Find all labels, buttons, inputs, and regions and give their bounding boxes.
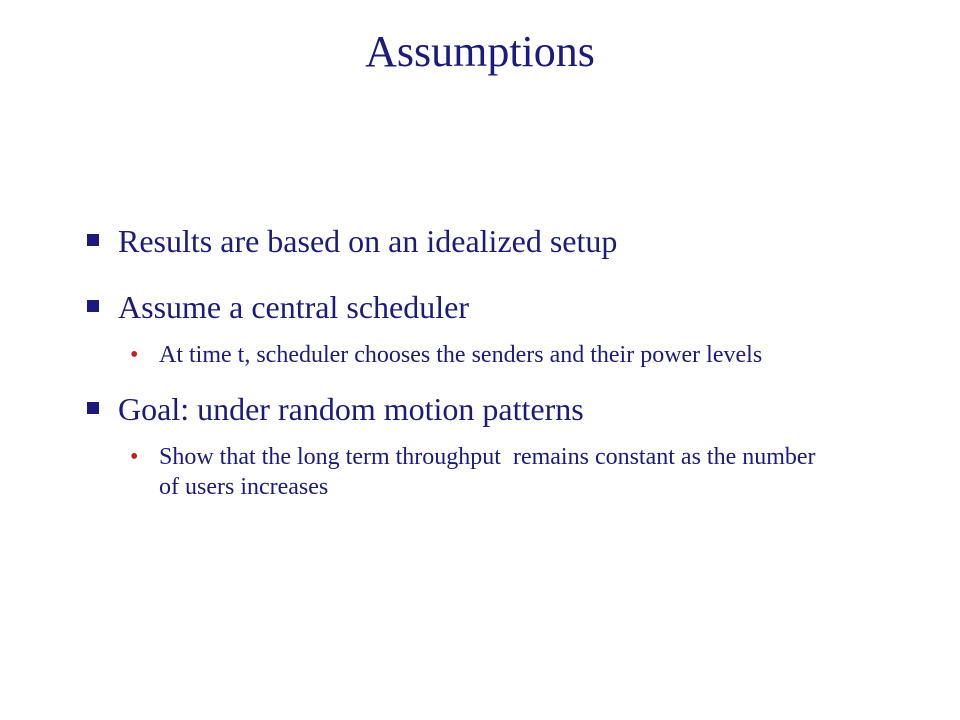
sub-bullet-text: At time t, scheduler chooses the senders and their power levels [159, 342, 763, 368]
sub-bullet-group [84, 340, 934, 370]
bullet-text: Assume a central scheduler [118, 289, 469, 325]
square-bullet-icon [87, 402, 99, 414]
sub-bullet-item [84, 442, 822, 502]
sub-bullet-group [84, 442, 934, 502]
bullet-text: Results are based on an idealized setup [118, 223, 618, 259]
bullet-text: Goal: under random motion patterns [118, 391, 584, 427]
square-bullet-icon [87, 234, 99, 246]
sub-bullet-text: Show that the long term throughput remains constant as the number of users increases [159, 444, 822, 500]
bullet-list [84, 222, 934, 522]
bullet-item [84, 222, 934, 260]
sub-bullet-item [84, 340, 819, 370]
square-bullet-icon [87, 300, 99, 312]
slide-title: Assumptions [365, 27, 595, 76]
bullet-item [84, 288, 934, 326]
dot-bullet-icon: • [130, 342, 139, 368]
bullet-item [84, 390, 934, 428]
dot-bullet-icon: • [130, 444, 139, 470]
sub-bullet-list [84, 442, 934, 502]
sub-bullet-list [84, 340, 934, 370]
